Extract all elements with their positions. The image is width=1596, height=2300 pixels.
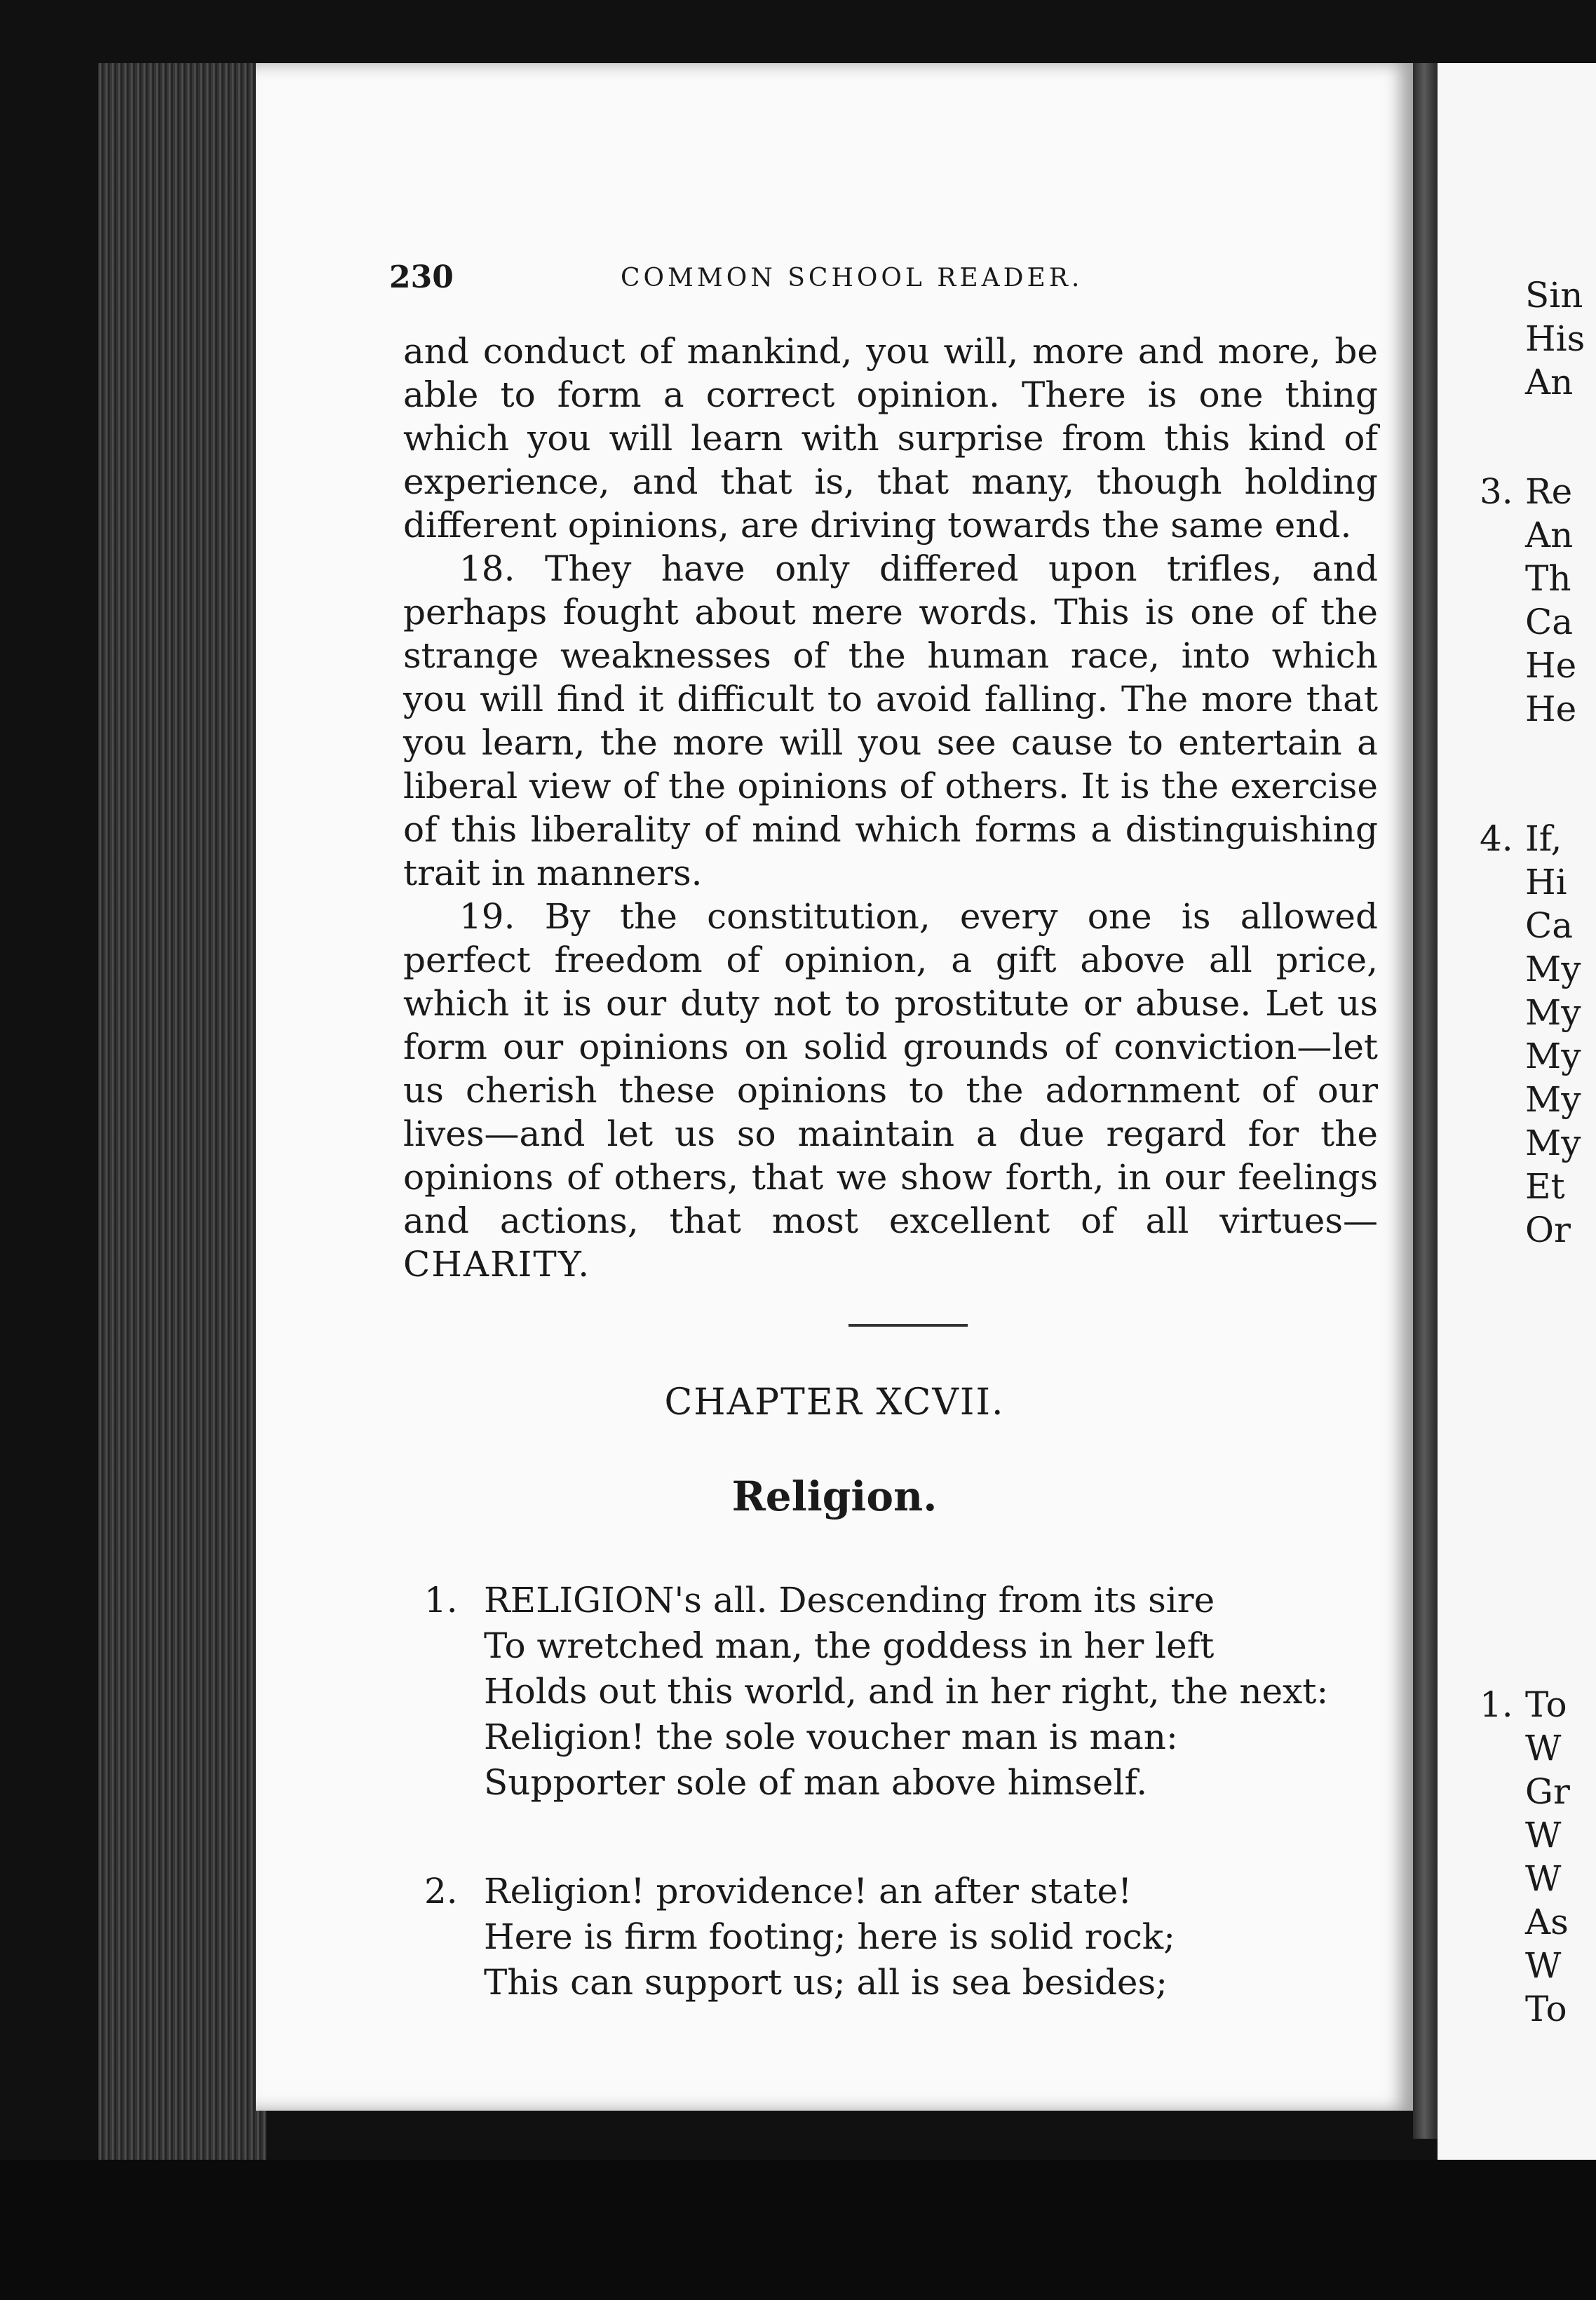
chapter-title: Religion. bbox=[731, 1473, 938, 1520]
fragment-line bbox=[1438, 1034, 1596, 1078]
fragment-line bbox=[1438, 557, 1596, 600]
poem-line bbox=[424, 1914, 1336, 1960]
fragment-line bbox=[1438, 1683, 1596, 1726]
fragment-text: Gr bbox=[1525, 1771, 1570, 1812]
fragment-text: Sin bbox=[1525, 275, 1583, 316]
scan-background bbox=[0, 2160, 1596, 2300]
fragment-line bbox=[1438, 1770, 1596, 1813]
fragment-text: My bbox=[1525, 1123, 1581, 1163]
fragment-line bbox=[1438, 1121, 1596, 1165]
poem-line-text: To wretched man, the goddess in her left bbox=[484, 1625, 1215, 1666]
paragraph-text: By the constitution, every one is allowed perfect freedom of opinion, a gift above all price, which it is our duty not to prostitute or abuse. Let us form our opinions on solid grounds of conviction—let us cherish these opinions to the adornment of our lives—and let us so maintain a due regard for the opinions of others, that we show forth, in our feelings and actions, that most excellent of all virtues— bbox=[403, 896, 1378, 1241]
paragraph-19 bbox=[403, 895, 1378, 1286]
stanza-number: 2. bbox=[424, 1871, 458, 1912]
chapter-heading: CHAPTER XCVII. bbox=[664, 1381, 1005, 1423]
fragment-line bbox=[1438, 1944, 1596, 1987]
fragment-block-4 bbox=[1438, 1683, 1596, 2031]
paragraph-ending: CHARITY. bbox=[403, 1244, 591, 1285]
fragment-text: As bbox=[1525, 1902, 1569, 1942]
right-page-fragment bbox=[1438, 63, 1596, 2167]
poem-line bbox=[424, 1714, 1336, 1760]
poem-line bbox=[424, 1669, 1336, 1714]
poem-line bbox=[424, 1623, 1336, 1669]
paragraph-text: They have only differed upon trifles, and perhaps fought about mere words. This is one of the strange weaknesses of the human race, into which you will find it difficult to avoid falling. The more that you learn, the more will you see cause to entertain a liberal view of the opinions of others. It is the exercise of this liberality of mind which forms a distinguishing trait in manners. bbox=[403, 548, 1378, 893]
fragment-text: Hi bbox=[1525, 862, 1567, 902]
fragment-text: W bbox=[1525, 1728, 1562, 1768]
fragment-line bbox=[1438, 687, 1596, 731]
book-page-edges bbox=[98, 63, 266, 2181]
fragment-text: Ca bbox=[1525, 602, 1574, 642]
stanza-number: 3. bbox=[1480, 471, 1513, 512]
running-header bbox=[389, 259, 1371, 302]
poem-line-text: Holds out this world, and in her right, the next: bbox=[484, 1671, 1329, 1712]
fragment-text: To bbox=[1525, 1684, 1567, 1725]
fragment-text: Re bbox=[1525, 471, 1573, 512]
paragraph-text: and conduct of mankind, you will, more and more, be able to form a correct opinion. There is one thing which you will learn with surprise from this kind of experience, and that is, that many, though holding different opinions, are driving towards the same end. bbox=[403, 331, 1378, 546]
paragraph-18 bbox=[403, 547, 1378, 895]
fragment-text: To bbox=[1525, 1989, 1567, 2029]
stanza-number: 1. bbox=[1480, 1684, 1513, 1725]
poem-line-text: Religion! providence! an after state! bbox=[484, 1871, 1132, 1912]
poem-line-text: RELIGION's all. Descending from its sire bbox=[484, 1580, 1215, 1621]
stanza-number: 4. bbox=[1480, 818, 1513, 859]
fragment-line bbox=[1438, 1900, 1596, 1944]
poem-line-text: Religion! the sole voucher man is man: bbox=[484, 1717, 1178, 1757]
fragment-line bbox=[1438, 513, 1596, 557]
fragment-text: W bbox=[1525, 1945, 1562, 1986]
fragment-text: He bbox=[1525, 689, 1577, 729]
poem-line-text: This can support us; all is sea besides; bbox=[484, 1962, 1168, 2003]
fragment-text: Or bbox=[1525, 1210, 1571, 1250]
fragment-text: An bbox=[1525, 362, 1574, 402]
fragment-text: My bbox=[1525, 949, 1581, 989]
poem-line bbox=[424, 1960, 1336, 2005]
fragment-line bbox=[1438, 1857, 1596, 1900]
fragment-text: His bbox=[1525, 318, 1585, 359]
paragraph-number: 18. bbox=[459, 548, 515, 589]
fragment-line bbox=[1438, 317, 1596, 360]
prose-block bbox=[403, 330, 1378, 1286]
fragment-line bbox=[1438, 600, 1596, 644]
poem-stanza-1 bbox=[424, 1578, 1336, 1806]
fragment-line bbox=[1438, 273, 1596, 317]
fragment-text: He bbox=[1525, 645, 1577, 686]
section-divider bbox=[848, 1324, 968, 1327]
fragment-block-1 bbox=[1438, 273, 1596, 404]
fragment-text: An bbox=[1525, 515, 1574, 555]
fragment-line bbox=[1438, 360, 1596, 404]
fragment-line bbox=[1438, 1813, 1596, 1857]
fragment-line bbox=[1438, 1208, 1596, 1252]
fragment-line bbox=[1438, 1078, 1596, 1121]
left-page bbox=[256, 63, 1413, 2111]
fragment-block-3 bbox=[1438, 817, 1596, 1252]
fragment-text: W bbox=[1525, 1858, 1562, 1899]
fragment-line bbox=[1438, 470, 1596, 513]
poem-line bbox=[424, 1760, 1336, 1806]
poem-line bbox=[424, 1578, 1336, 1623]
poem-line-text: Here is firm footing; here is solid rock; bbox=[484, 1916, 1175, 1957]
paragraph-continuation bbox=[403, 330, 1378, 547]
fragment-line bbox=[1438, 1987, 1596, 2031]
fragment-text: My bbox=[1525, 1079, 1581, 1120]
fragment-text: Et bbox=[1525, 1166, 1565, 1207]
fragment-text: If, bbox=[1525, 818, 1562, 859]
fragment-text: W bbox=[1525, 1815, 1562, 1855]
fragment-line bbox=[1438, 947, 1596, 991]
fragment-text: Ca bbox=[1525, 905, 1574, 946]
fragment-line bbox=[1438, 1726, 1596, 1770]
fragment-text: Th bbox=[1525, 558, 1571, 599]
page-number: 230 bbox=[389, 259, 454, 295]
fragment-line bbox=[1438, 1165, 1596, 1208]
fragment-line bbox=[1438, 817, 1596, 860]
fragment-block-2 bbox=[1438, 470, 1596, 731]
poem-stanza-2 bbox=[424, 1869, 1336, 2005]
fragment-line bbox=[1438, 991, 1596, 1034]
fragment-text: My bbox=[1525, 1036, 1581, 1076]
poem-line-text: Supporter sole of man above himself. bbox=[484, 1762, 1148, 1803]
paragraph-number: 19. bbox=[459, 896, 515, 937]
fragment-line bbox=[1438, 644, 1596, 687]
fragment-line bbox=[1438, 860, 1596, 904]
poem-line bbox=[424, 1869, 1336, 1914]
stanza-number: 1. bbox=[424, 1580, 458, 1621]
book-title-header: COMMON SCHOOL READER. bbox=[621, 264, 1083, 292]
book-gutter bbox=[1413, 63, 1441, 2139]
fragment-text: My bbox=[1525, 992, 1581, 1033]
fragment-line bbox=[1438, 904, 1596, 947]
